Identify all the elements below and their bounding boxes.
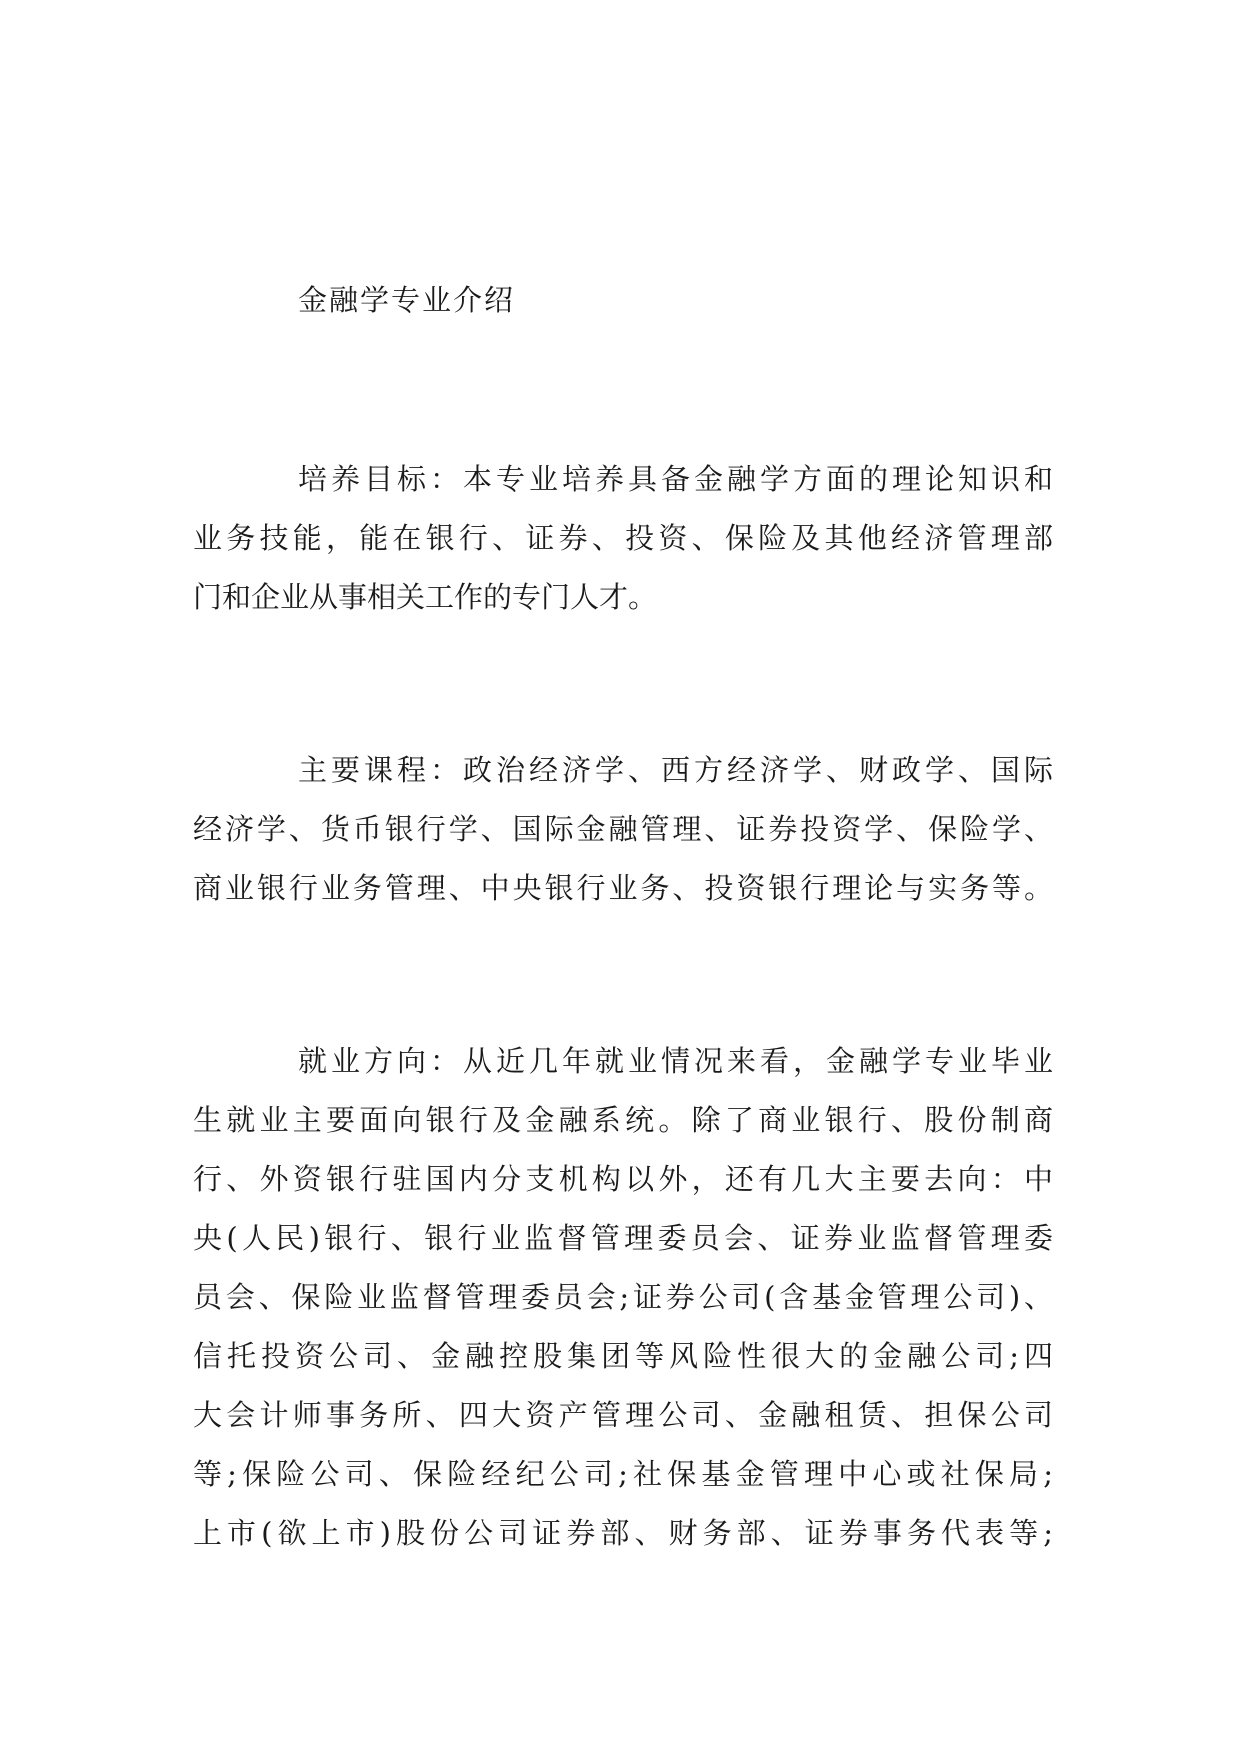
paragraph-line: 业务技能，能在银行、证券、投资、保险及其他经济管理部 [193, 521, 1053, 555]
paragraph-main-courses [193, 741, 1053, 918]
paragraph-line: 生就业主要面向银行及金融系统。除了商业银行、股份制商 [193, 1103, 1053, 1137]
paragraph-line: 等;保险公司、保险经纪公司;社保基金管理中心或社保局; [193, 1457, 1053, 1491]
paragraph-training-goal [193, 450, 1053, 627]
paragraph-line: 大会计师事务所、四大资产管理公司、金融租赁、担保公司 [193, 1398, 1053, 1432]
paragraph-line: 门和企业从事相关工作的专门人才。 [193, 580, 658, 614]
document-title: 金融学专业介绍 [298, 283, 516, 317]
paragraph-line: 培养目标：本专业培养具备金融学方面的理论知识和 [298, 462, 1053, 496]
paragraph-line: 经济学、货币银行学、国际金融管理、证券投资学、保险学、 [193, 812, 1053, 846]
paragraph-line: 商业银行业务管理、中央银行业务、投资银行理论与实务等。 [193, 871, 1053, 905]
paragraph-line: 信托投资公司、金融控股集团等风险性很大的金融公司;四 [193, 1339, 1053, 1373]
paragraph-line: 央(人民)银行、银行业监督管理委员会、证券业监督管理委 [193, 1221, 1053, 1255]
paragraph-line: 上市(欲上市)股份公司证券部、财务部、证券事务代表等; [193, 1516, 1053, 1550]
paragraph-line: 主要课程：政治经济学、西方经济学、财政学、国际 [298, 753, 1053, 787]
paragraph-employment-direction [193, 1032, 1053, 1563]
paragraph-line: 员会、保险业监督管理委员会;证券公司(含基金管理公司)、 [193, 1280, 1053, 1314]
paragraph-line: 就业方向：从近几年就业情况来看，金融学专业毕业 [298, 1044, 1053, 1078]
paragraph-line: 行、外资银行驻国内分支机构以外，还有几大主要去向：中 [193, 1162, 1053, 1196]
